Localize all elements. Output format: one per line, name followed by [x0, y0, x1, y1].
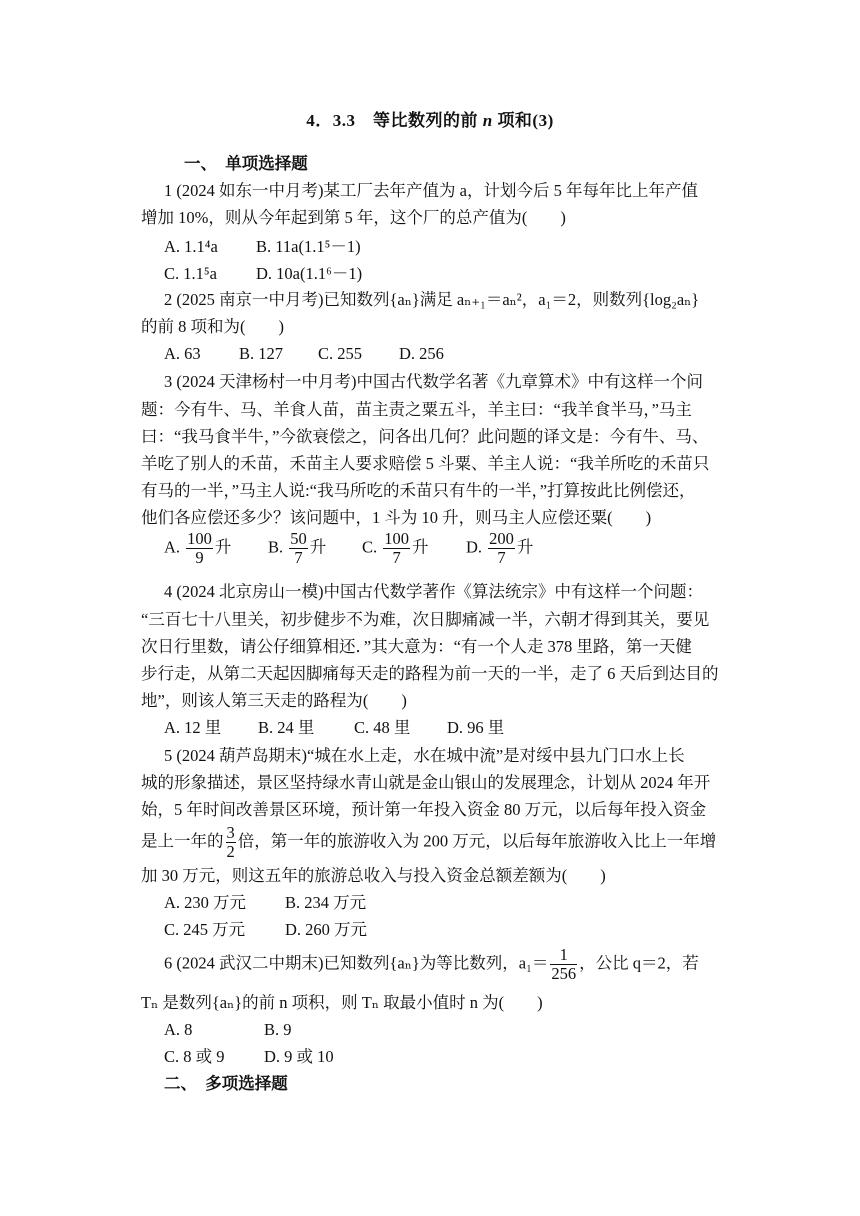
- q4-text-line: 4 (2024 北京房山一模)中国古代数学著作《算法统宗》中有这样一个问题：: [164, 582, 703, 601]
- q5-text-line: 5 (2024 葫芦岛期末)“城在水上走，水在城中流”是对绥中县九门口水上长: [164, 746, 685, 765]
- title-prefix: 4．3.3 等比数列的前: [306, 111, 483, 130]
- q5-option-c: C. 245 万元: [164, 920, 246, 939]
- q1-option-d: D. 10a(1.1⁶－1): [256, 264, 363, 283]
- q4-option-a: A. 12 里: [164, 718, 222, 737]
- q6-option-a: A. 8: [164, 1020, 193, 1039]
- title-suffix: 项和(3): [492, 111, 554, 130]
- q3-text-line: 他们各应偿还多少？该问题中，1 斗为 10 升，则马主人应偿还粟( ): [141, 508, 652, 527]
- page-title: [0, 106, 860, 131]
- q1-option-a: A. 1.1⁴a: [164, 237, 218, 256]
- q6-text-line: Tₙ 是数列{aₙ}的前 n 项积，则 Tₙ 取最小值时 n 为( ): [141, 993, 543, 1012]
- q2-text-line: 的前 8 项和为( ): [141, 317, 284, 336]
- q2-option-a: A. 63: [164, 344, 201, 363]
- q5-text-line: 是上一年的 $\frac{3}{2}$ 倍，第一年的旅游收入为 200 万元，以后每年旅游收入比上一年增: [141, 823, 717, 861]
- title-variable: n: [482, 111, 493, 130]
- q4-text-line: 次日行里数，请公仔细算相还．”其大意为：“有一个人走 378 里路，第一天健: [141, 637, 692, 656]
- q5-option-a: A. 230 万元: [164, 893, 247, 912]
- q3-text-line: 有马的一半，”马主人说:“我马所吃的禾苗只有牛的一半，”打算按此比例偿还，: [141, 481, 696, 500]
- q2-option-d: D. 256: [399, 344, 444, 363]
- q4-option-c: C. 48 里: [354, 718, 411, 737]
- q4-text-line: 地”，则该人第三天走的路程为( ): [141, 691, 407, 710]
- section-heading-multi: 二、 多项选择题: [164, 1074, 288, 1093]
- q5-text-line: 城的形象描述，景区坚持绿水青山就是金山银山的发展理念，计划从 2024 年开: [141, 773, 711, 792]
- q1-option-c: C. 1.1⁵a: [164, 264, 217, 283]
- q4-text-line: “三百七十八里关，初步健步不为难，次日脚痛减一半，六朝才得到其关，要见: [141, 610, 710, 629]
- q3-text-line: 羊吃了别人的禾苗，禾苗主人要求赔偿 5 斗粟、羊主人说：“我羊所吃的禾苗只: [141, 454, 710, 473]
- q5-option-d: D. 260 万元: [285, 920, 368, 939]
- q1-option-b: B. 11a(1.1⁵－1): [256, 237, 361, 256]
- fraction: $\frac{100}{7}$: [384, 529, 410, 567]
- q5-text-line: 始，5 年时间改善景区环境，预计第一年投入资金 80 万元，以后每年投入资金: [141, 800, 707, 819]
- q4-option-b: B. 24 里: [258, 718, 315, 737]
- q3-option-c: C. $\frac{100}{7}$ 升: [362, 529, 429, 567]
- q6-option-d: D. 9 或 10: [264, 1047, 334, 1066]
- fraction: $\frac{3}{2}$: [226, 823, 235, 861]
- q4-text-line: 步行走，从第二天起因脚痛每天走的路程为前一天的一半，走了 6 天后到达目的: [141, 664, 719, 683]
- q4-option-d: D. 96 里: [447, 718, 505, 737]
- section-heading-single: 一、 单项选择题: [184, 154, 308, 173]
- q3-option-b: B. $\frac{50}{7}$ 升: [268, 529, 327, 567]
- q2-option-c: C. 255: [318, 344, 363, 363]
- q6-text-line: 6 (2024 武汉二中期末)已知数列{aₙ}为等比数列，a₁＝ $\frac{1}{256}$ ，公比 q＝2，若: [164, 945, 699, 983]
- q1-text-line: 1 (2024 如东一中月考)某工厂去年产值为 a，计划今后 5 年每年比上年产值: [164, 181, 698, 200]
- q2-option-b: B. 127: [239, 344, 284, 363]
- q3-option-d: D. $\frac{200}{7}$ 升: [466, 529, 534, 567]
- q1-text-line: 增加 10%，则从今年起到第 5 年，这个厂的总产值为( ): [141, 208, 566, 227]
- q6-option-c: C. 8 或 9: [164, 1047, 225, 1066]
- q5-text-line: 加 30 万元，则这五年的旅游总收入与投入资金总额差额为( ): [141, 866, 606, 885]
- q3-text-line: 3 (2024 天津杨村一中月考)中国古代数学名著《九章算术》中有这样一个问: [164, 372, 703, 391]
- fraction: $\frac{50}{7}$: [290, 529, 307, 567]
- q3-text-line: 曰：“我马食半牛，”今欲衰偿之，问各出几何？此问题的译文是：今有牛、马、: [141, 427, 709, 446]
- fraction: $\frac{1}{256}$: [551, 945, 577, 983]
- q3-option-a: A. $\frac{100}{9}$ 升: [164, 529, 232, 567]
- q2-text-line: 2 (2025 南京一中月考)已知数列{aₙ}满足 aₙ₊₁＝aₙ²，a₁＝2，则数列{log₂aₙ}: [164, 290, 700, 309]
- fraction: $\frac{200}{7}$: [489, 529, 514, 567]
- q5-option-b: B. 234 万元: [285, 893, 367, 912]
- q3-text-line: 题：今有牛、马、羊食人苗，苗主责之粟五斗，羊主曰：“我羊食半马，”马主: [141, 400, 692, 419]
- fraction: $\frac{100}{9}$: [187, 529, 212, 567]
- q6-option-b: B. 9: [264, 1020, 292, 1039]
